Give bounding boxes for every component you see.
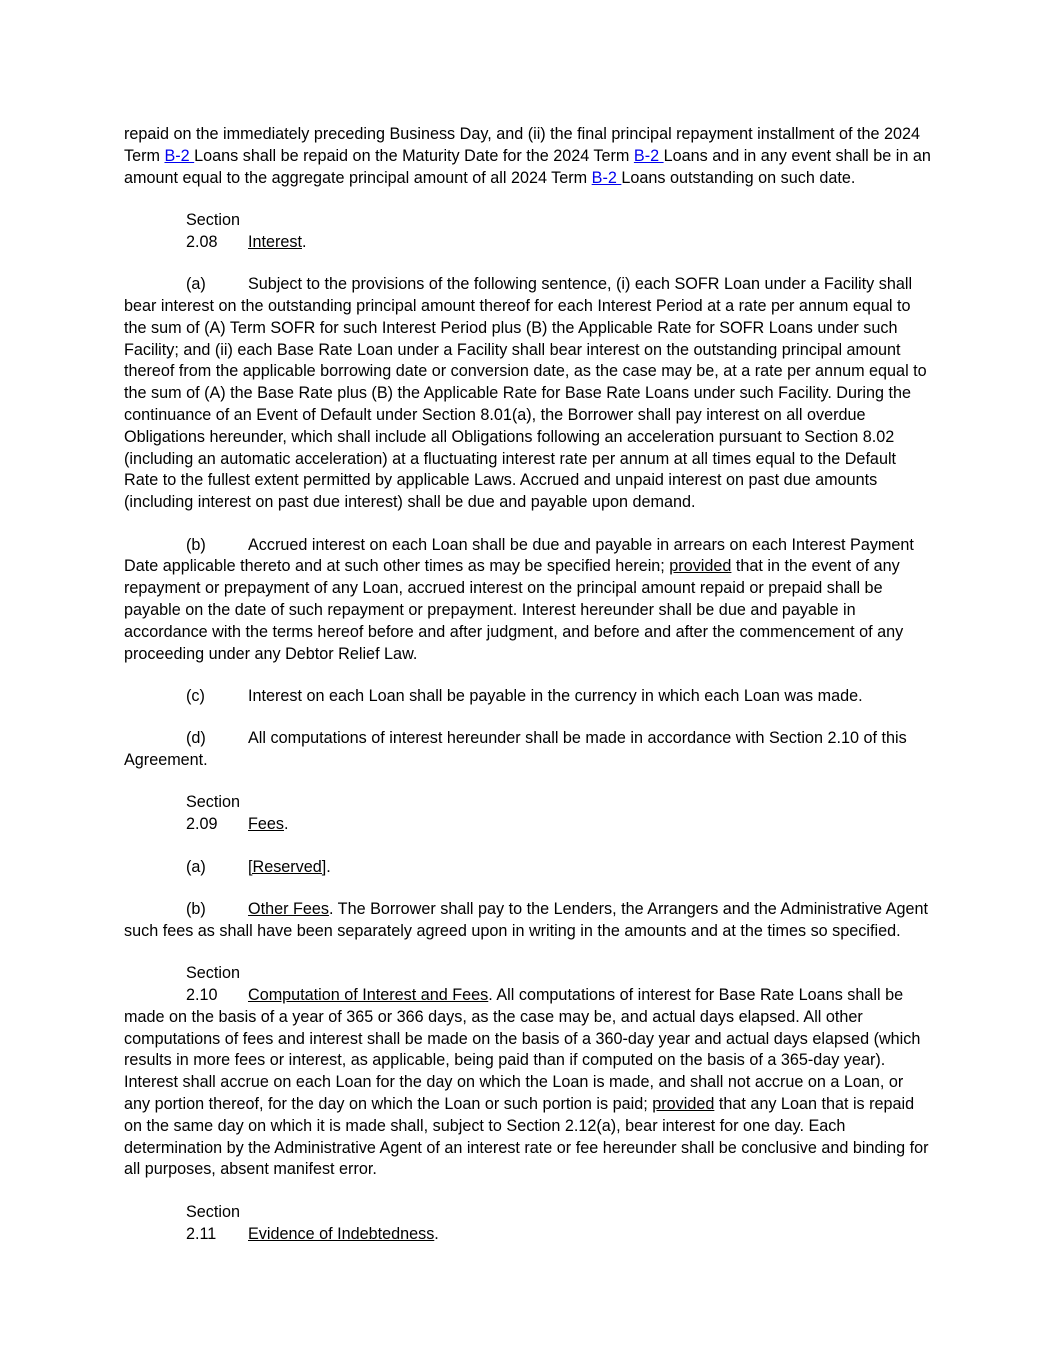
document-body: [124, 124, 932, 1266]
paragraph-label: (a): [186, 275, 206, 294]
paragraph-label: (b): [186, 535, 206, 554]
intro-text-1: repaid on the immediately preceding Business Day, and (ii) the final principal repayment installment of the 2024 Term: [124, 125, 921, 165]
b2-link-1[interactable]: B-2: [164, 146, 195, 165]
b2-link-3[interactable]: B-2: [591, 168, 622, 187]
paragraph-title-suffix: .: [326, 857, 331, 876]
section-2-08-a: [124, 274, 932, 514]
section-2-10: [124, 963, 932, 1181]
paragraph-text: Interest on each Loan shall be payable in the currency in which each Loan was made.: [248, 686, 863, 705]
paragraph-title: [Reserved]: [248, 857, 327, 876]
paragraph-label: (b): [186, 900, 206, 919]
section-title: Evidence of Indebtedness: [248, 1224, 435, 1243]
paragraph-label: (d): [186, 729, 206, 748]
section-number: Section 2.09: [186, 793, 240, 834]
b2-link-2[interactable]: B-2: [633, 146, 664, 165]
intro-text-3: Loans and in any event shall be in an amount equal to the aggregate principal amount of all 2024 Term: [124, 146, 931, 187]
section-2-08-heading: [124, 210, 932, 254]
section-2-09-heading: [124, 792, 932, 836]
paragraph-label: (c): [186, 686, 205, 705]
section-title-suffix: .: [434, 1224, 439, 1243]
paragraph-text: Subject to the provisions of the following sentence, (i) each SOFR Loan under a Facility shall bear interest on the outstanding principal amount thereof for each Interest Period at a rate per annum equal to the sum of (A) Term SOFR for such Interest Period plus (B) the Applicable Rate for SOFR Loans under such Facility; and (ii) each Base Rate Loan under a Facility shall bear interest on the outstanding principal amount thereof from the applicable borrowing date or conversion date, as the case may be, at a rate per annum equal to the sum of (A) the Base Rate plus (B) the Applicable Rate for Base Rate Loans under such Facility. During the continuance of an Event of Default under Section 8.01(a), the Borrower shall pay interest on all overdue Obligations hereunder, which shall include all Obligations following an acceleration pursuant to Section 8.02 (including an automatic acceleration) at a fluctuating interest rate per annum at all times equal to the Default Rate to the fullest extent permitted by applicable Laws. Accrued and unpaid interest on past due amounts (including interest on past due interest) shall be due and payable upon demand.: [124, 275, 927, 512]
paragraph-title: Other Fees: [248, 900, 329, 919]
paragraph-text: . The Borrower shall pay to the Lenders, the Arrangers and the Administrative Agent such fees as shall have been separately agreed upon in writing in the amounts and at the times so specified.: [124, 900, 928, 940]
paragraph-text: that in the event of any repayment or prepayment of any Loan, accrued interest on the principal amount repaid or prepaid shall be payable on the date of such repayment or prepayment. Interest hereunder shall be due and payable in accordance with the terms hereof before and after judgment, and before and after the commencement of any proceeding under any Debtor Relief Law.: [124, 557, 904, 663]
intro-paragraph: [124, 124, 932, 189]
paragraph-text: that any Loan that is repaid on the same day on which it is made shall, subject to Section 2.12(a), bear interest for one day. Each determination by the Administrative Agent of an interest rate or fee hereunder shall be conclusive and binding for all purposes, absent manifest error.: [124, 1095, 929, 1179]
provided-term: provided: [652, 1095, 715, 1114]
section-title-suffix: .: [284, 815, 289, 834]
section-2-11-heading: [124, 1202, 932, 1246]
section-2-08-d: [124, 728, 932, 772]
section-title: Fees: [248, 815, 284, 834]
paragraph-label: (a): [186, 857, 206, 876]
section-number: Section 2.10: [186, 964, 240, 1005]
intro-text-4: Loans outstanding on such date.: [621, 168, 856, 187]
section-title-suffix: .: [302, 232, 307, 251]
paragraph-text: . All computations of interest for Base Rate Loans shall be made on the basis of a year of 365 or 366 days, as the case may be, and actual days elapsed. All other computations of fees and interest shall be made on the basis of a 360-day year and actual days elapsed (which results in more fees or interest, as applicable, being paid than if computed on the basis of a 365-day year). Interest shall accrue on each Loan for the day on which the Loan is made, and shall not accrue on a Loan, or any portion thereof, for the day on which the Loan or such portion is paid;: [124, 986, 921, 1114]
section-number: Section 2.08: [186, 210, 240, 251]
paragraph-text: Accrued interest on each Loan shall be due and payable in arrears on each Interest Payment Date applicable thereto and at such other times as may be specified herein;: [124, 535, 914, 576]
section-2-08-c: [124, 686, 932, 708]
section-title: Interest: [248, 232, 302, 251]
section-number: Section 2.11: [186, 1202, 240, 1243]
paragraph-text: All computations of interest hereunder shall be made in accordance with Section 2.10 of this Agreement.: [124, 729, 907, 770]
section-2-09-b: [124, 899, 932, 943]
provided-term: provided: [669, 557, 732, 576]
section-2-09-a: [124, 857, 932, 879]
section-title: Computation of Interest and Fees: [248, 986, 489, 1005]
intro-text-2: Loans shall be repaid on the Maturity Date for the 2024 Term: [194, 146, 634, 165]
section-2-08-b: [124, 535, 932, 666]
